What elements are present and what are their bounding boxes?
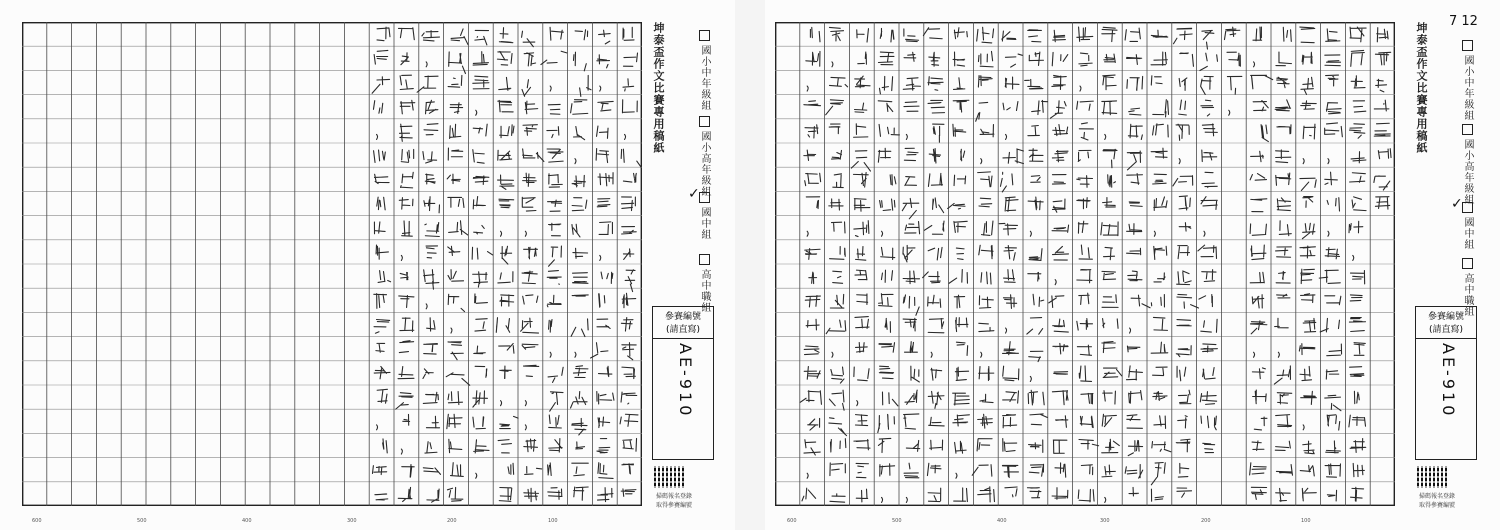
sheet-info-panel-left [642,18,737,508]
option-grade-3-4[interactable]: 國小中年級組 [692,30,712,111]
qr-caption-register: 掃碼報名登錄 [655,493,692,500]
essay-sheet-left: 坤泰盃作文比賽專用稿紙 國小中年級組 國小高年級組 國中組 ✓ 高中職組 參賽編號 (請直寫) AE-910 掃碼報名登錄 取得參賽編號 600 500 400 300 200 100 [0,0,735,530]
handwritten-column [417,31,440,503]
option-grade-5-6[interactable]: 國小高年級組 [1455,124,1475,205]
handwritten-column [826,27,848,502]
handwritten-column [948,28,970,502]
handwritten-column [1319,29,1342,501]
handwritten-column [1250,27,1273,499]
handwritten-column [1274,27,1292,501]
score-mark: 7 12 [1449,14,1478,29]
option-senior-high[interactable]: 高中職組 [1455,258,1475,317]
handwritten-column [446,29,470,501]
handwritten-column [1049,30,1069,499]
manuscript-grid-right [775,22,1395,506]
handwritten-column [571,30,591,501]
handwritten-column [396,28,415,502]
option-grade-3-4[interactable]: 國小中年級組 [1455,40,1475,121]
handwritten-column [620,27,641,496]
id-label: 參賽編號 [664,312,701,322]
qr-caption-id: 取得參賽編號 [655,502,692,509]
handwritten-column [1125,28,1150,496]
handwritten-column [1101,27,1122,502]
handwritten-column [902,29,920,503]
essay-sheet-right: 坤泰盃作文比賽專用稿紙 7 12 國小中年級組 國小高年級組 國中組 ✓ 高中職組 參賽編號 (請直寫) AE-910 掃碼報名登錄 取得參賽編號 600 500 400 300 200 100 [765,0,1500,530]
manuscript-grid-left [22,22,642,506]
handwritten-column [1198,30,1218,452]
handwritten-column [541,27,567,499]
handwritten-column [923,28,945,502]
id-sub-label: (請直寫) [653,322,713,339]
participant-id-box [1415,306,1477,460]
option-grade-5-6[interactable]: 國小高年級組 [692,116,712,197]
participant-id-box [652,306,714,460]
handwritten-column [1151,30,1171,501]
sheet-info-panel-right [1405,14,1500,509]
handwritten-column [521,31,544,502]
checkmark-icon: ✓ [1451,196,1463,212]
qr-caption-register: 掃碼報名登錄 [1418,493,1455,500]
page-gutter [735,0,765,530]
sheet-title: 坤泰盃作文比賽專用稿紙 [652,22,665,154]
handwritten-column [591,30,614,501]
handwritten-column [1374,28,1391,209]
sheet-title: 坤泰盃作文比賽專用稿紙 [1415,22,1428,154]
handwritten-column [851,29,870,502]
handwritten-column [972,27,994,502]
handwritten-column [878,28,900,502]
qr-caption-id: 取得參賽編號 [1418,502,1455,509]
checkmark-icon: ✓ [688,186,700,202]
handwritten-column [472,30,493,478]
handwritten-column [496,28,518,502]
handwritten-column [1077,27,1099,502]
handwritten-column [1173,28,1199,497]
handwritten-column [372,27,390,500]
id-label: 參賽編號 [1427,312,1464,322]
option-senior-high[interactable]: 高中職組 [692,254,712,313]
participant-id: AE-910 [1439,343,1458,419]
handwritten-column [1224,27,1241,115]
participant-id: AE-910 [676,343,695,419]
option-junior-high[interactable]: 國中組 [1455,202,1475,250]
id-sub-label: (請直寫) [1416,322,1476,339]
option-junior-high[interactable]: 國中組 [692,192,712,240]
